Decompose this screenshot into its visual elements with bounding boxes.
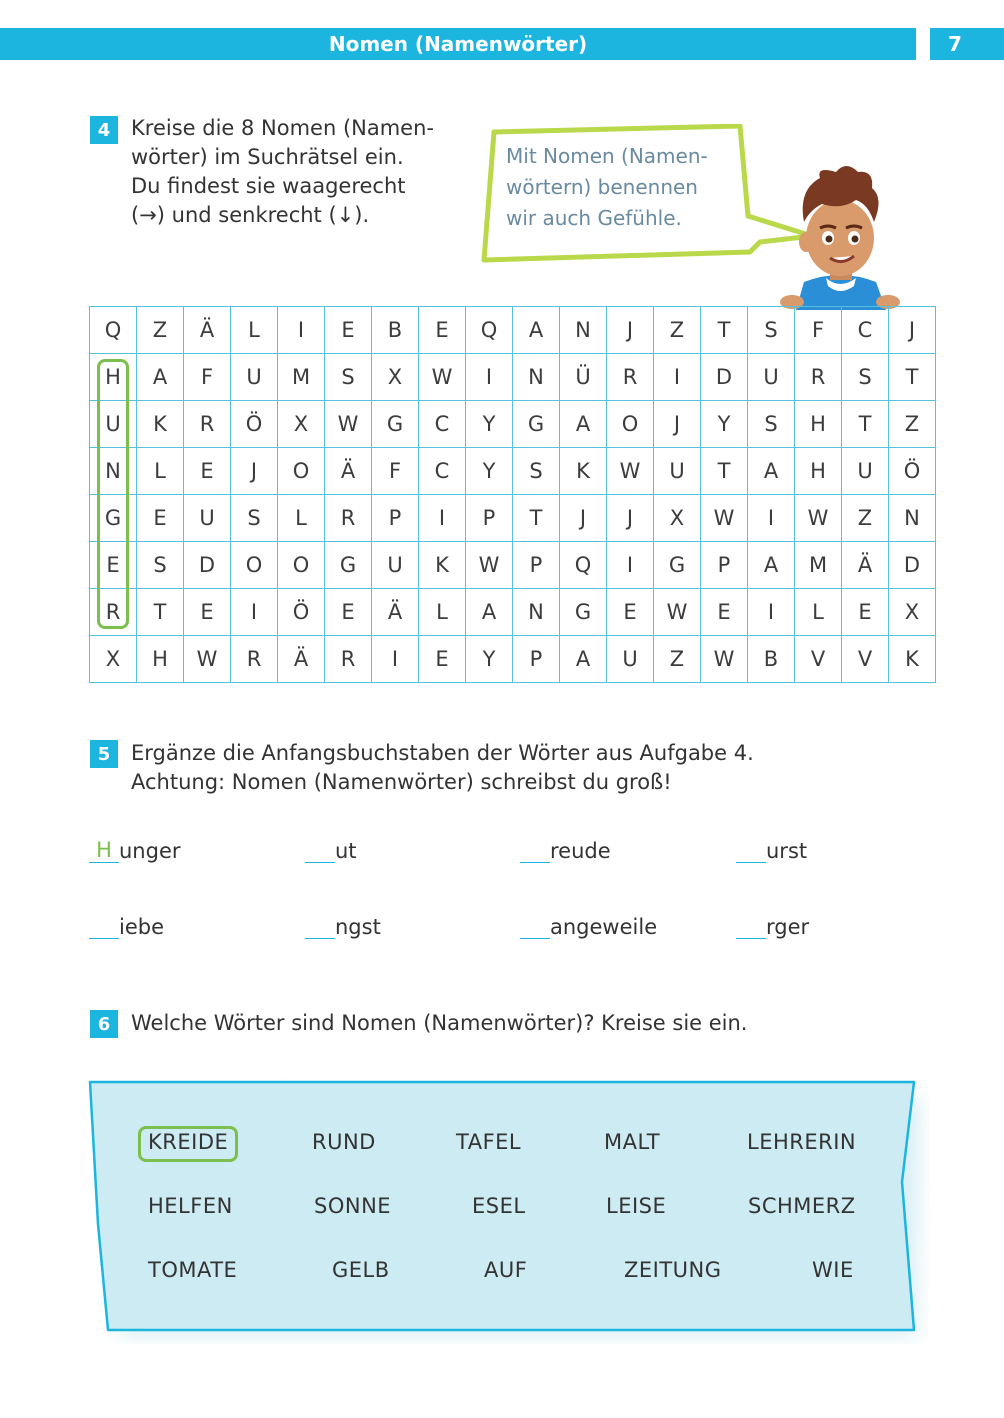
grid-cell[interactable]: I <box>748 495 795 542</box>
grid-cell[interactable]: Z <box>654 307 701 354</box>
word-ending: ngst <box>335 915 381 939</box>
grid-cell[interactable]: A <box>560 401 607 448</box>
grid-cell[interactable]: I <box>278 307 325 354</box>
word-search-grid <box>89 306 936 683</box>
word-item[interactable]: TAFEL <box>456 1130 522 1154</box>
grid-cell[interactable]: R <box>231 636 278 683</box>
grid-cell[interactable]: T <box>701 307 748 354</box>
grid-row <box>90 307 936 354</box>
grid-cell[interactable]: R <box>325 636 372 683</box>
grid-cell[interactable]: I <box>372 636 419 683</box>
word-item[interactable]: ESEL <box>472 1194 526 1218</box>
grid-cell[interactable]: X <box>90 636 137 683</box>
grid-cell[interactable]: V <box>842 636 889 683</box>
grid-cell[interactable]: J <box>607 307 654 354</box>
fill-item <box>89 838 181 863</box>
word-item[interactable]: WIE <box>812 1258 854 1282</box>
grid-cell[interactable]: X <box>372 354 419 401</box>
grid-cell[interactable]: P <box>466 495 513 542</box>
grid-cell[interactable]: D <box>184 542 231 589</box>
grid-cell[interactable]: Ä <box>372 589 419 636</box>
fill-item <box>520 838 611 863</box>
grid-cell[interactable]: V <box>795 636 842 683</box>
letter-blank[interactable] <box>736 838 766 863</box>
grid-cell[interactable]: E <box>184 589 231 636</box>
grid-cell[interactable]: H <box>90 354 137 401</box>
grid-cell[interactable]: J <box>889 307 936 354</box>
grid-cell[interactable]: U <box>607 636 654 683</box>
grid-cell[interactable]: Q <box>90 307 137 354</box>
speech-bubble-text <box>506 141 726 234</box>
bubble-line-2: wörtern) benennen <box>506 175 698 199</box>
grid-cell[interactable]: N <box>889 495 936 542</box>
grid-cell[interactable]: H <box>795 448 842 495</box>
word-item[interactable]: KREIDE <box>148 1130 229 1154</box>
grid-cell[interactable]: Ü <box>560 354 607 401</box>
grid-row <box>90 448 936 495</box>
grid-cell[interactable]: J <box>560 495 607 542</box>
grid-cell[interactable]: A <box>513 307 560 354</box>
grid-cell[interactable]: S <box>513 448 560 495</box>
grid-cell[interactable]: L <box>795 589 842 636</box>
grid-cell[interactable]: Ä <box>842 542 889 589</box>
grid-cell[interactable]: G <box>654 542 701 589</box>
grid-cell[interactable]: A <box>748 448 795 495</box>
grid-cell[interactable]: K <box>419 542 466 589</box>
grid-cell[interactable]: T <box>513 495 560 542</box>
word-item[interactable]: HELFEN <box>148 1194 233 1218</box>
grid-cell[interactable]: E <box>842 589 889 636</box>
grid-cell[interactable]: Q <box>466 307 513 354</box>
grid-cell[interactable]: Ä <box>184 307 231 354</box>
grid-cell[interactable]: Y <box>466 448 513 495</box>
grid-cell[interactable]: E <box>325 589 372 636</box>
grid-cell[interactable]: W <box>607 448 654 495</box>
grid-cell[interactable]: E <box>137 495 184 542</box>
grid-cell[interactable]: W <box>654 589 701 636</box>
grid-cell[interactable]: I <box>607 542 654 589</box>
grid-cell[interactable]: Z <box>137 307 184 354</box>
grid-cell[interactable]: E <box>419 636 466 683</box>
grid-cell[interactable]: W <box>701 636 748 683</box>
grid-cell[interactable]: B <box>748 636 795 683</box>
grid-cell[interactable]: G <box>325 542 372 589</box>
grid-cell[interactable]: P <box>513 542 560 589</box>
grid-cell[interactable]: Q <box>560 542 607 589</box>
grid-cell[interactable]: E <box>90 542 137 589</box>
grid-cell[interactable]: F <box>372 448 419 495</box>
grid-cell[interactable]: O <box>231 542 278 589</box>
bubble-line-3: wir auch Gefühle. <box>506 206 682 230</box>
task-4-line-2: wörter) im Suchrätsel ein. <box>131 145 404 169</box>
grid-cell[interactable]: Ö <box>278 589 325 636</box>
grid-cell[interactable]: R <box>184 401 231 448</box>
grid-cell[interactable]: A <box>748 542 795 589</box>
grid-cell[interactable]: S <box>842 354 889 401</box>
word-ending: unger <box>119 839 181 863</box>
grid-row <box>90 401 936 448</box>
grid-cell[interactable]: I <box>231 589 278 636</box>
word-item[interactable]: RUND <box>312 1130 376 1154</box>
grid-cell[interactable]: L <box>419 589 466 636</box>
grid-cell[interactable]: M <box>795 542 842 589</box>
fill-item <box>305 838 357 863</box>
task-4-instructions <box>131 114 434 230</box>
grid-cell[interactable]: T <box>842 401 889 448</box>
grid-cell[interactable]: U <box>184 495 231 542</box>
word-item[interactable]: AUF <box>484 1258 528 1282</box>
grid-cell[interactable]: W <box>795 495 842 542</box>
word-ending: urst <box>766 839 808 863</box>
grid-cell[interactable]: I <box>419 495 466 542</box>
grid-cell[interactable]: W <box>419 354 466 401</box>
grid-cell[interactable]: I <box>748 589 795 636</box>
grid-cell[interactable]: E <box>607 589 654 636</box>
letter-blank[interactable] <box>305 838 335 863</box>
word-item[interactable]: GELB <box>332 1258 390 1282</box>
grid-cell[interactable]: L <box>137 448 184 495</box>
grid-cell[interactable]: G <box>90 495 137 542</box>
word-ending: ut <box>335 839 357 863</box>
grid-cell[interactable]: X <box>654 495 701 542</box>
page-number: 7 <box>948 32 962 56</box>
letter-blank[interactable]: H <box>89 838 119 863</box>
word-item[interactable]: ZEITUNG <box>624 1258 722 1282</box>
fill-item <box>305 914 381 939</box>
grid-cell[interactable]: C <box>419 401 466 448</box>
grid-row <box>90 542 936 589</box>
task-6-number: 6 <box>90 1010 118 1038</box>
grid-cell[interactable]: F <box>184 354 231 401</box>
grid-cell[interactable]: J <box>607 495 654 542</box>
grid-cell[interactable]: N <box>513 354 560 401</box>
word-item[interactable]: MALT <box>604 1130 661 1154</box>
grid-cell[interactable]: M <box>278 354 325 401</box>
grid-cell[interactable]: K <box>137 401 184 448</box>
grid-row <box>90 589 936 636</box>
letter-blank[interactable] <box>89 914 119 939</box>
grid-cell[interactable]: R <box>325 495 372 542</box>
grid-cell[interactable]: Z <box>889 401 936 448</box>
grid-row <box>90 495 936 542</box>
word-ending: iebe <box>119 915 165 939</box>
fill-item <box>89 914 164 939</box>
grid-cell[interactable]: U <box>372 542 419 589</box>
grid-cell[interactable]: Ö <box>231 401 278 448</box>
task-4-line-3: Du findest sie waagerecht <box>131 174 406 198</box>
grid-cell[interactable]: W <box>466 542 513 589</box>
grid-cell[interactable]: L <box>278 495 325 542</box>
grid-cell[interactable]: N <box>513 589 560 636</box>
grid-cell[interactable]: S <box>748 307 795 354</box>
grid-cell[interactable]: A <box>466 589 513 636</box>
grid-cell[interactable]: U <box>748 354 795 401</box>
word-ending: reude <box>550 839 611 863</box>
word-circle-kreide <box>138 1126 238 1162</box>
fill-item <box>520 914 657 939</box>
chapter-title: Nomen (Namenwörter) <box>328 32 588 56</box>
word-item[interactable]: LEISE <box>606 1194 667 1218</box>
fill-item <box>736 914 809 939</box>
task-4-line-1: Kreise die 8 Nomen (Namen- <box>131 116 434 140</box>
grid-row <box>90 354 936 401</box>
word-ending: angeweile <box>550 915 658 939</box>
grid-cell[interactable]: O <box>278 542 325 589</box>
grid-cell[interactable]: J <box>231 448 278 495</box>
page-number-tab <box>930 28 1004 60</box>
boy-illustration <box>776 160 906 310</box>
grid-cell[interactable]: E <box>701 589 748 636</box>
grid-cell[interactable]: R <box>90 589 137 636</box>
grid-cell[interactable]: C <box>842 307 889 354</box>
grid-cell[interactable]: W <box>325 401 372 448</box>
grid-cell[interactable]: I <box>654 354 701 401</box>
grid-cell[interactable]: E <box>184 448 231 495</box>
grid-cell[interactable]: O <box>278 448 325 495</box>
grid-cell[interactable]: Z <box>842 495 889 542</box>
grid-cell[interactable]: Ö <box>889 448 936 495</box>
grid-cell[interactable]: T <box>137 589 184 636</box>
grid-cell[interactable]: D <box>701 354 748 401</box>
grid-cell[interactable]: A <box>137 354 184 401</box>
task-5-line-1: Ergänze die Anfangsbuchstaben der Wörter aus Aufgabe 4. <box>131 741 754 765</box>
grid-cell[interactable]: S <box>231 495 278 542</box>
grid-cell[interactable]: H <box>137 636 184 683</box>
grid-cell[interactable]: U <box>90 401 137 448</box>
grid-cell[interactable]: J <box>654 401 701 448</box>
letter-blank[interactable] <box>520 914 550 939</box>
task-6-instructions: Welche Wörter sind Nomen (Namenwörter)? Kreise sie ein. <box>131 1011 748 1035</box>
grid-cell[interactable]: Ä <box>278 636 325 683</box>
task-4-number: 4 <box>90 116 118 144</box>
grid-cell[interactable]: K <box>889 636 936 683</box>
grid-cell[interactable]: X <box>889 589 936 636</box>
grid-cell[interactable]: W <box>701 495 748 542</box>
grid-cell[interactable]: E <box>419 307 466 354</box>
grid-cell[interactable]: W <box>184 636 231 683</box>
word-item[interactable]: LEHRERIN <box>747 1130 857 1154</box>
grid-cell[interactable]: H <box>795 401 842 448</box>
grid-cell[interactable]: Ä <box>325 448 372 495</box>
word-ending: rger <box>766 915 810 939</box>
grid-cell[interactable]: G <box>560 589 607 636</box>
grid-cell[interactable]: F <box>795 307 842 354</box>
grid-cell[interactable]: S <box>748 401 795 448</box>
grid-cell[interactable]: U <box>842 448 889 495</box>
task-4-line-4: (→) und senkrecht (↓). <box>131 203 370 227</box>
grid-cell[interactable]: S <box>325 354 372 401</box>
word-item[interactable]: SCHMERZ <box>748 1194 856 1218</box>
grid-cell[interactable]: U <box>231 354 278 401</box>
fill-item <box>736 838 807 863</box>
grid-cell[interactable]: O <box>607 401 654 448</box>
grid-cell[interactable]: B <box>372 307 419 354</box>
grid-row <box>90 636 936 683</box>
grid-cell[interactable]: E <box>325 307 372 354</box>
grid-cell[interactable]: X <box>278 401 325 448</box>
task-5-instructions <box>131 739 754 797</box>
grid-cell[interactable]: T <box>701 448 748 495</box>
found-word-circle <box>97 359 129 629</box>
grid-cell[interactable]: G <box>513 401 560 448</box>
letter-blank[interactable] <box>736 914 766 939</box>
grid-cell[interactable]: U <box>654 448 701 495</box>
grid-cell[interactable]: Y <box>466 636 513 683</box>
grid-cell[interactable]: N <box>90 448 137 495</box>
task-5-number: 5 <box>90 740 118 768</box>
grid-cell[interactable]: D <box>889 542 936 589</box>
grid-cell[interactable]: R <box>607 354 654 401</box>
task-5-line-2: Achtung: Nomen (Namenwörter) schreibst du groß! <box>131 770 672 794</box>
grid-cell[interactable]: P <box>701 542 748 589</box>
grid-cell[interactable]: R <box>795 354 842 401</box>
chapter-header <box>0 28 916 60</box>
grid-cell[interactable]: L <box>231 307 278 354</box>
grid-cell[interactable]: Y <box>466 401 513 448</box>
grid-cell[interactable]: P <box>372 495 419 542</box>
grid-cell[interactable]: S <box>137 542 184 589</box>
grid-cell[interactable]: N <box>560 307 607 354</box>
grid-cell[interactable]: K <box>560 448 607 495</box>
grid-cell[interactable]: T <box>889 354 936 401</box>
bubble-line-1: Mit Nomen (Namen- <box>506 144 708 168</box>
word-item[interactable]: TOMATE <box>148 1258 238 1282</box>
grid-cell[interactable]: A <box>560 636 607 683</box>
letter-blank[interactable] <box>520 838 550 863</box>
letter-blank[interactable] <box>305 914 335 939</box>
grid-cell[interactable]: Y <box>701 401 748 448</box>
grid-cell[interactable]: P <box>513 636 560 683</box>
grid-cell[interactable]: G <box>372 401 419 448</box>
grid-cell[interactable]: C <box>419 448 466 495</box>
grid-cell[interactable]: Z <box>654 636 701 683</box>
word-item[interactable]: SONNE <box>314 1194 392 1218</box>
grid-cell[interactable]: I <box>466 354 513 401</box>
